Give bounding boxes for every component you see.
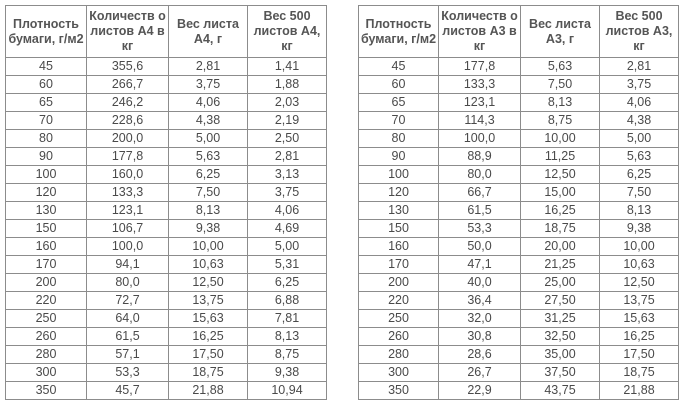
- density-cell: 65: [6, 94, 87, 112]
- weight-500-cell: 2,81: [248, 148, 327, 166]
- density-cell: 150: [359, 220, 439, 238]
- sheet-weight-cell: 5,00: [169, 130, 248, 148]
- weight-500-cell: 3,13: [248, 166, 327, 184]
- header-label: Плотность бумаги, г/м2: [8, 16, 84, 46]
- density-cell: 200: [6, 274, 87, 292]
- density-cell: 45: [6, 58, 87, 76]
- weight-500-cell: 1,88: [248, 76, 327, 94]
- sheet-weight-cell: 18,75: [521, 220, 600, 238]
- sheets-per-kg-cell: 106,7: [87, 220, 169, 238]
- sheet-weight-cell: 5,63: [169, 148, 248, 166]
- weight-500-cell: 5,63: [600, 148, 679, 166]
- sheets-per-kg-cell: 47,1: [439, 256, 521, 274]
- sheets-per-kg-cell: 80,0: [87, 274, 169, 292]
- table-body: [6, 58, 327, 400]
- sheet-weight-cell: 15,00: [521, 184, 600, 202]
- table-row: [359, 256, 679, 274]
- header-label: Количеств о листов А3 в кг: [441, 9, 518, 53]
- sheets-per-kg-cell: 123,1: [87, 202, 169, 220]
- sheets-per-kg-cell: 200,0: [87, 130, 169, 148]
- sheets-per-kg-cell: 50,0: [439, 238, 521, 256]
- weight-500-cell: 8,75: [248, 346, 327, 364]
- table-row: [359, 364, 679, 382]
- sheets-per-kg-cell: 88,9: [439, 148, 521, 166]
- table-row: [359, 94, 679, 112]
- weight-500-cell: 10,63: [600, 256, 679, 274]
- sheets-per-kg-cell: 66,7: [439, 184, 521, 202]
- density-cell: 170: [359, 256, 439, 274]
- density-cell: 220: [6, 292, 87, 310]
- table-row: [6, 94, 327, 112]
- sheets-per-kg-cell: 160,0: [87, 166, 169, 184]
- table-row: [6, 256, 327, 274]
- density-cell: 280: [6, 346, 87, 364]
- sheet-weight-cell: 17,50: [169, 346, 248, 364]
- sheets-per-kg-cell: 228,6: [87, 112, 169, 130]
- table-row: [6, 166, 327, 184]
- table-row: [359, 148, 679, 166]
- density-cell: 300: [6, 364, 87, 382]
- header-sheet-weight: [521, 6, 600, 58]
- density-cell: 220: [359, 292, 439, 310]
- table-row: [359, 292, 679, 310]
- sheets-per-kg-cell: 53,3: [439, 220, 521, 238]
- sheet-weight-cell: 2,81: [169, 58, 248, 76]
- sheet-weight-cell: 4,38: [169, 112, 248, 130]
- weight-500-cell: 10,94: [248, 382, 327, 400]
- table-row: [6, 274, 327, 292]
- sheets-per-kg-cell: 30,8: [439, 328, 521, 346]
- weight-500-cell: 7,81: [248, 310, 327, 328]
- header-density: [6, 6, 87, 58]
- table-row: [359, 328, 679, 346]
- density-cell: 170: [6, 256, 87, 274]
- table-row: [359, 382, 679, 400]
- table-row: [359, 346, 679, 364]
- table-body: [359, 58, 679, 400]
- sheet-weight-cell: 12,50: [169, 274, 248, 292]
- table-row: [359, 58, 679, 76]
- density-cell: 90: [6, 148, 87, 166]
- table-row: [6, 184, 327, 202]
- density-cell: 150: [6, 220, 87, 238]
- density-cell: 160: [359, 238, 439, 256]
- table-row: [6, 220, 327, 238]
- header-sheets-per-kg: [439, 6, 521, 58]
- weight-500-cell: 5,00: [600, 130, 679, 148]
- sheets-per-kg-cell: 114,3: [439, 112, 521, 130]
- sheets-per-kg-cell: 57,1: [87, 346, 169, 364]
- table-row: [359, 220, 679, 238]
- sheets-per-kg-cell: 94,1: [87, 256, 169, 274]
- table-header-row: [359, 6, 679, 58]
- density-cell: 100: [359, 166, 439, 184]
- sheets-per-kg-cell: 36,4: [439, 292, 521, 310]
- weight-500-cell: 3,75: [248, 184, 327, 202]
- sheets-per-kg-cell: 266,7: [87, 76, 169, 94]
- weight-500-cell: 2,19: [248, 112, 327, 130]
- sheet-weight-cell: 15,63: [169, 310, 248, 328]
- weight-500-cell: 10,00: [600, 238, 679, 256]
- sheet-weight-cell: 27,50: [521, 292, 600, 310]
- weight-500-cell: 4,06: [248, 202, 327, 220]
- sheets-per-kg-cell: 22,9: [439, 382, 521, 400]
- sheet-weight-cell: 8,13: [169, 202, 248, 220]
- sheet-weight-cell: 10,00: [521, 130, 600, 148]
- sheet-weight-cell: 16,25: [521, 202, 600, 220]
- table-header-row: [6, 6, 327, 58]
- density-cell: 120: [6, 184, 87, 202]
- weight-500-cell: 17,50: [600, 346, 679, 364]
- sheet-weight-cell: 8,75: [521, 112, 600, 130]
- table-row: [359, 130, 679, 148]
- weight-500-cell: 6,88: [248, 292, 327, 310]
- sheets-per-kg-cell: 32,0: [439, 310, 521, 328]
- weight-500-cell: 5,00: [248, 238, 327, 256]
- weight-500-cell: 2,81: [600, 58, 679, 76]
- table-row: [359, 112, 679, 130]
- sheet-weight-cell: 8,13: [521, 94, 600, 112]
- sheet-weight-cell: 20,00: [521, 238, 600, 256]
- weight-500-cell: 21,88: [600, 382, 679, 400]
- table-row: [359, 76, 679, 94]
- header-label: Вес 500 листов А3, кг: [605, 9, 673, 53]
- sheet-weight-cell: 32,50: [521, 328, 600, 346]
- table-row: [6, 238, 327, 256]
- weight-500-cell: 8,13: [600, 202, 679, 220]
- density-cell: 70: [6, 112, 87, 130]
- weight-500-cell: 7,50: [600, 184, 679, 202]
- table-row: [359, 238, 679, 256]
- sheet-weight-cell: 11,25: [521, 148, 600, 166]
- density-cell: 130: [6, 202, 87, 220]
- header-label: Вес листа А4, г: [177, 16, 239, 46]
- weight-500-cell: 13,75: [600, 292, 679, 310]
- header-500-sheets-weight: [600, 6, 679, 58]
- sheets-per-kg-cell: 100,0: [439, 130, 521, 148]
- sheet-weight-cell: 10,63: [169, 256, 248, 274]
- sheet-weight-cell: 13,75: [169, 292, 248, 310]
- sheets-per-kg-cell: 61,5: [87, 328, 169, 346]
- weight-500-cell: 9,38: [600, 220, 679, 238]
- density-cell: 260: [359, 328, 439, 346]
- weight-500-cell: 4,69: [248, 220, 327, 238]
- weight-500-cell: 5,31: [248, 256, 327, 274]
- density-cell: 280: [359, 346, 439, 364]
- weight-500-cell: 9,38: [248, 364, 327, 382]
- density-cell: 300: [359, 364, 439, 382]
- table-row: [6, 292, 327, 310]
- table-row: [6, 112, 327, 130]
- weight-500-cell: 3,75: [600, 76, 679, 94]
- density-cell: 350: [6, 382, 87, 400]
- paper-weight-table-a3: [358, 5, 679, 400]
- weight-500-cell: 4,06: [600, 94, 679, 112]
- density-cell: 70: [359, 112, 439, 130]
- table-row: [359, 202, 679, 220]
- density-cell: 80: [6, 130, 87, 148]
- weight-500-cell: 6,25: [248, 274, 327, 292]
- header-label: Количеств о листов А4 в кг: [89, 9, 166, 53]
- weight-500-cell: 16,25: [600, 328, 679, 346]
- table-row: [6, 310, 327, 328]
- weight-500-cell: 8,13: [248, 328, 327, 346]
- weight-500-cell: 1,41: [248, 58, 327, 76]
- sheets-per-kg-cell: 40,0: [439, 274, 521, 292]
- sheets-per-kg-cell: 123,1: [439, 94, 521, 112]
- density-cell: 60: [359, 76, 439, 94]
- table-row: [6, 76, 327, 94]
- density-cell: 260: [6, 328, 87, 346]
- sheets-per-kg-cell: 133,3: [439, 76, 521, 94]
- weight-500-cell: 6,25: [600, 166, 679, 184]
- weight-500-cell: 2,50: [248, 130, 327, 148]
- sheet-weight-cell: 37,50: [521, 364, 600, 382]
- table-row: [359, 274, 679, 292]
- weight-500-cell: 15,63: [600, 310, 679, 328]
- table-row: [6, 346, 327, 364]
- density-cell: 250: [6, 310, 87, 328]
- header-density: [359, 6, 439, 58]
- density-cell: 60: [6, 76, 87, 94]
- sheets-per-kg-cell: 64,0: [87, 310, 169, 328]
- sheets-per-kg-cell: 177,8: [439, 58, 521, 76]
- table-row: [6, 130, 327, 148]
- density-cell: 200: [359, 274, 439, 292]
- sheet-weight-cell: 35,00: [521, 346, 600, 364]
- weight-500-cell: 12,50: [600, 274, 679, 292]
- sheet-weight-cell: 7,50: [521, 76, 600, 94]
- header-label: Вес листа А3, г: [529, 16, 591, 46]
- table-row: [359, 310, 679, 328]
- sheet-weight-cell: 6,25: [169, 166, 248, 184]
- sheet-weight-cell: 21,88: [169, 382, 248, 400]
- density-cell: 45: [359, 58, 439, 76]
- table-row: [6, 328, 327, 346]
- density-cell: 250: [359, 310, 439, 328]
- header-label: Плотность бумаги, г/м2: [360, 16, 437, 46]
- paper-weight-table-a4: [5, 5, 327, 400]
- table-row: [6, 364, 327, 382]
- sheet-weight-cell: 10,00: [169, 238, 248, 256]
- table-row: [359, 166, 679, 184]
- density-cell: 120: [359, 184, 439, 202]
- sheets-per-kg-cell: 61,5: [439, 202, 521, 220]
- sheet-weight-cell: 5,63: [521, 58, 600, 76]
- header-label: Вес 500 листов А4, кг: [253, 9, 321, 53]
- header-500-sheets-weight: [248, 6, 327, 58]
- sheets-per-kg-cell: 246,2: [87, 94, 169, 112]
- density-cell: 130: [359, 202, 439, 220]
- sheet-weight-cell: 7,50: [169, 184, 248, 202]
- table-row: [6, 58, 327, 76]
- weight-500-cell: 18,75: [600, 364, 679, 382]
- sheets-per-kg-cell: 133,3: [87, 184, 169, 202]
- table-row: [6, 148, 327, 166]
- sheets-per-kg-cell: 72,7: [87, 292, 169, 310]
- table-row: [6, 202, 327, 220]
- table-row: [359, 184, 679, 202]
- sheets-per-kg-cell: 177,8: [87, 148, 169, 166]
- sheet-weight-cell: 25,00: [521, 274, 600, 292]
- density-cell: 90: [359, 148, 439, 166]
- sheet-weight-cell: 4,06: [169, 94, 248, 112]
- sheet-weight-cell: 18,75: [169, 364, 248, 382]
- header-sheets-per-kg: [87, 6, 169, 58]
- weight-500-cell: 2,03: [248, 94, 327, 112]
- sheets-per-kg-cell: 100,0: [87, 238, 169, 256]
- sheets-per-kg-cell: 355,6: [87, 58, 169, 76]
- sheet-weight-cell: 21,25: [521, 256, 600, 274]
- header-sheet-weight: [169, 6, 248, 58]
- sheet-weight-cell: 9,38: [169, 220, 248, 238]
- sheets-per-kg-cell: 26,7: [439, 364, 521, 382]
- sheets-per-kg-cell: 45,7: [87, 382, 169, 400]
- density-cell: 350: [359, 382, 439, 400]
- table-row: [6, 382, 327, 400]
- sheet-weight-cell: 12,50: [521, 166, 600, 184]
- sheets-per-kg-cell: 28,6: [439, 346, 521, 364]
- sheet-weight-cell: 16,25: [169, 328, 248, 346]
- sheet-weight-cell: 3,75: [169, 76, 248, 94]
- sheet-weight-cell: 31,25: [521, 310, 600, 328]
- density-cell: 80: [359, 130, 439, 148]
- density-cell: 65: [359, 94, 439, 112]
- sheets-per-kg-cell: 80,0: [439, 166, 521, 184]
- density-cell: 100: [6, 166, 87, 184]
- sheet-weight-cell: 43,75: [521, 382, 600, 400]
- density-cell: 160: [6, 238, 87, 256]
- weight-500-cell: 4,38: [600, 112, 679, 130]
- sheets-per-kg-cell: 53,3: [87, 364, 169, 382]
